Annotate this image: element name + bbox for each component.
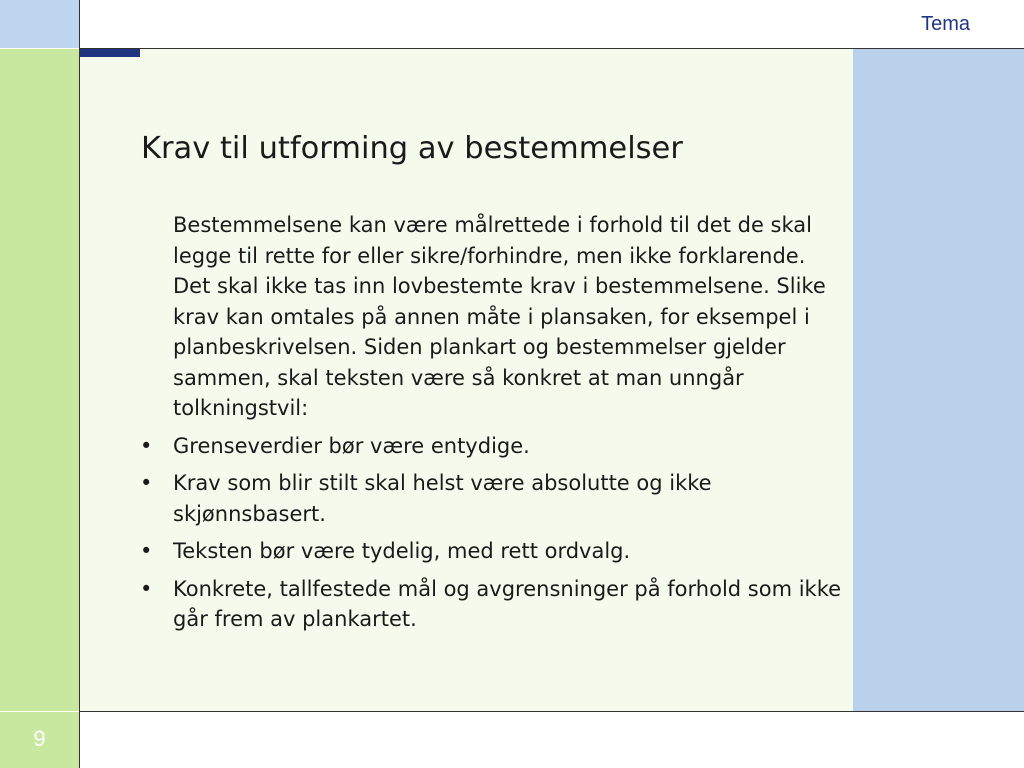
list-item-text: Konkrete, tallfestede mål og avgrensninger på forhold som ikke går frem av plankartet.	[173, 576, 842, 631]
top-left-block	[0, 0, 79, 48]
bullet-icon: •	[140, 471, 153, 495]
list-item	[140, 536, 845, 567]
list-item	[140, 468, 845, 529]
footer-divider	[79, 711, 1024, 712]
vertical-divider	[79, 0, 80, 768]
bullet-icon: •	[140, 433, 153, 458]
right-panel	[853, 49, 1024, 711]
bullet-icon: •	[140, 539, 153, 563]
header-divider	[79, 48, 1024, 49]
list-item-text: Krav som blir stilt skal helst være absolutte og ikke skjønnsbasert.	[173, 471, 712, 526]
left-strip	[0, 49, 79, 711]
list-item-text: Grenseverdier bør være entydige.	[173, 433, 530, 458]
header-label: Tema	[921, 13, 970, 35]
list-item	[140, 431, 845, 462]
intro-paragraph: Bestemmelsene kan være målrettede i forhold til det de skal legge til rette for eller sikre/forhindre, men ikke forklarende. Det skal ikke tas inn lovbestemte krav i bestemmelsene. Slike krav kan omtales på annen måte i plansaken, for eksempel i planbeskrivelsen. Siden plankart og bestemmelser gjelder sammen, skal teksten være så konkret at man unngår tolkningstvil:	[173, 213, 826, 420]
accent-bar	[80, 49, 140, 57]
list-item-text: Teksten bør være tydelig, med rett ordvalg.	[173, 539, 631, 563]
bullet-list	[140, 431, 845, 635]
slide-body	[140, 210, 845, 635]
bullet-icon: •	[140, 576, 153, 601]
slide-title: Krav til utforming av bestemmelser	[141, 131, 683, 166]
list-item	[140, 574, 845, 635]
page-number: 9	[33, 726, 46, 751]
